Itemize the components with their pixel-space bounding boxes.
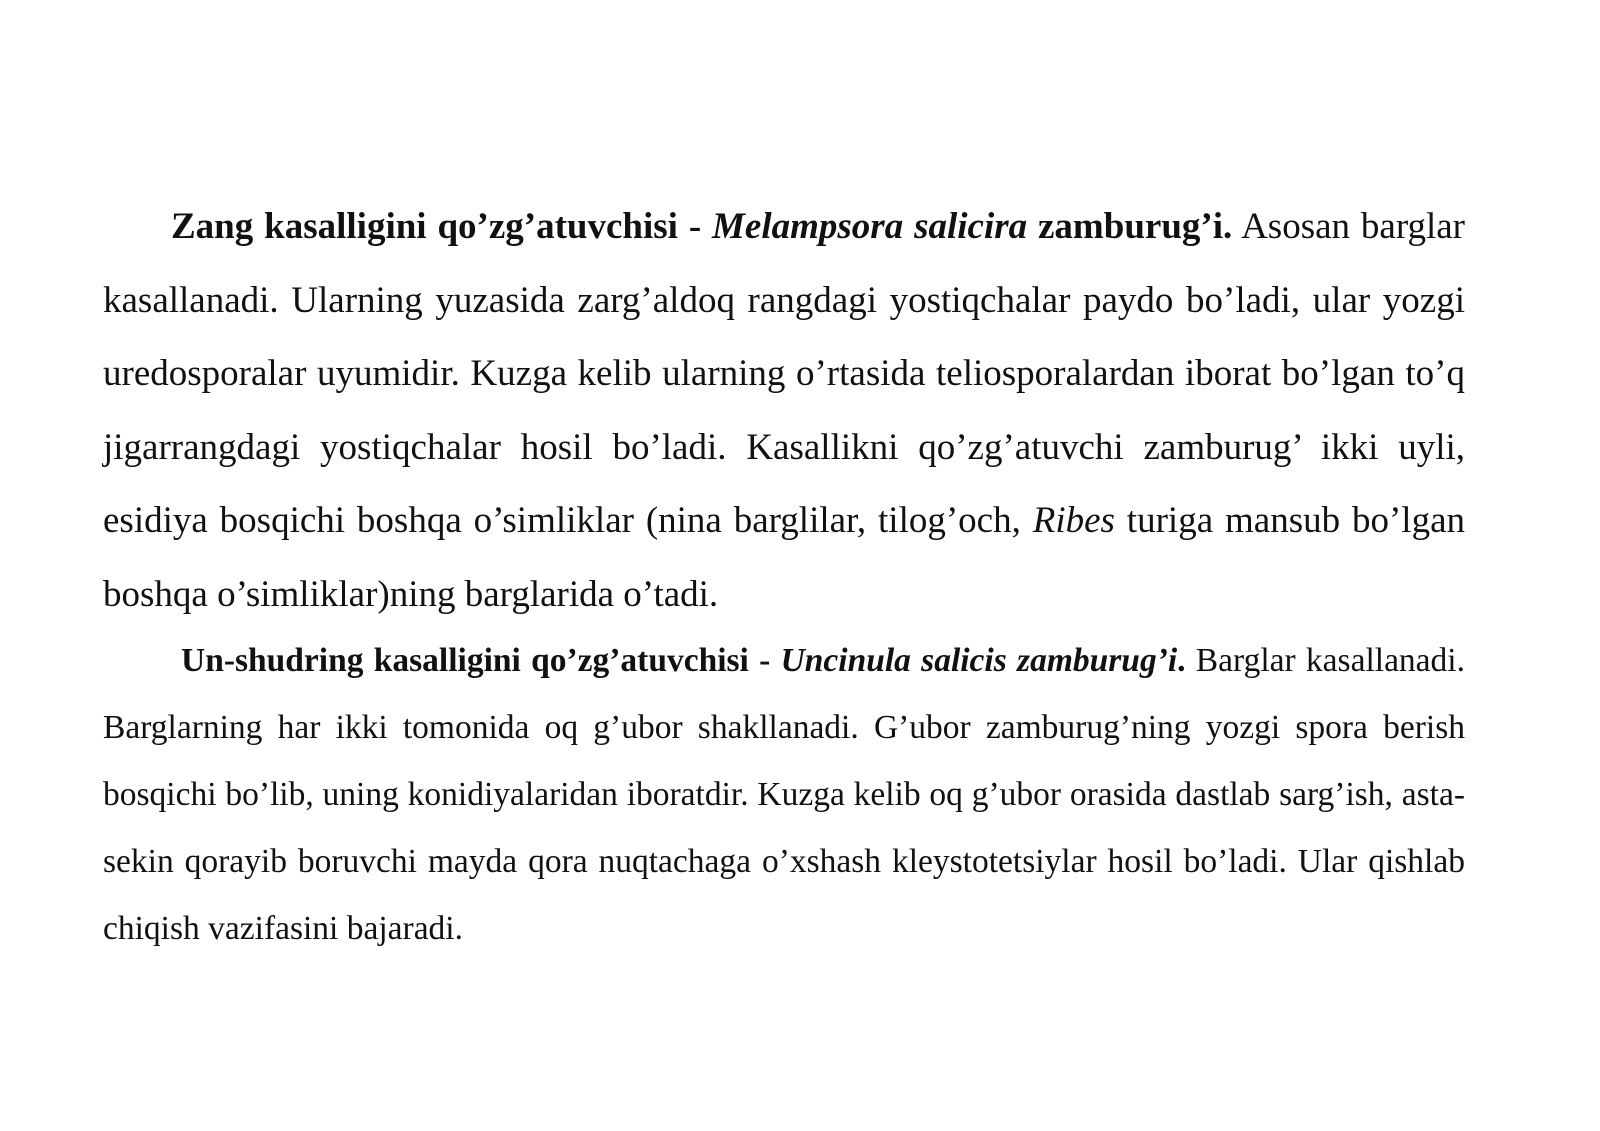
- heading-period: .: [1177, 642, 1186, 679]
- paragraph-rust-disease: [103, 190, 1465, 631]
- document-page: [103, 190, 1465, 962]
- paragraph-heading: Un-shudring kasalligini qo’zg’atuvchisi -: [181, 642, 781, 679]
- paragraph-body: Barglar kasallanadi. Barglarning har ikki tomonida oq g’ubor shakllanadi. G’ubor zamburug’ning yozgi spora berish bosqichi bo’lib, uning konidiyalaridan iboratdir. Kuzga kelib oq g’ubor orasida dastlab sarg’ish, asta-sekin qorayib boruvchi mayda qora nuqtachaga o’xshash kleystotetsiylar hosil bo’ladi. Ular qishlab chiqish vazifasini bajaradi.: [103, 642, 1465, 947]
- species-name: Uncinula salicis zamburug’i: [780, 642, 1178, 679]
- genus-name: Ribes: [1032, 500, 1115, 541]
- paragraph-body-end: turiga mansub bo’lgan boshqa o’simliklar)ning barglarida o’tadi.: [103, 500, 1465, 615]
- paragraph-body: Asosan barglar kasallanadi. Ularning yuzasida zarg’aldoq rangdagi yostiqchalar paydo bo’ladi, ular yozgi uredosporalar uyumidir. Kuzga kelib ularning o’rtasida teliosporalardan iborat bo’lgan to’q jigarrangdagi yostiqchalar hosil bo’ladi. Kasallikni qo’zg’atuvchi zamburug’ ikki uyli, esidiya bosqichi boshqa o’simliklar (nina barglilar, tilog’och,: [103, 206, 1465, 541]
- paragraph-heading: Zang kasalligini qo’zg’atuvchisi -: [171, 206, 713, 247]
- species-name: Melampsora salicira: [712, 206, 1028, 247]
- paragraph-heading-end: zamburug’i.: [1027, 206, 1233, 247]
- paragraph-powdery-mildew: [103, 627, 1465, 962]
